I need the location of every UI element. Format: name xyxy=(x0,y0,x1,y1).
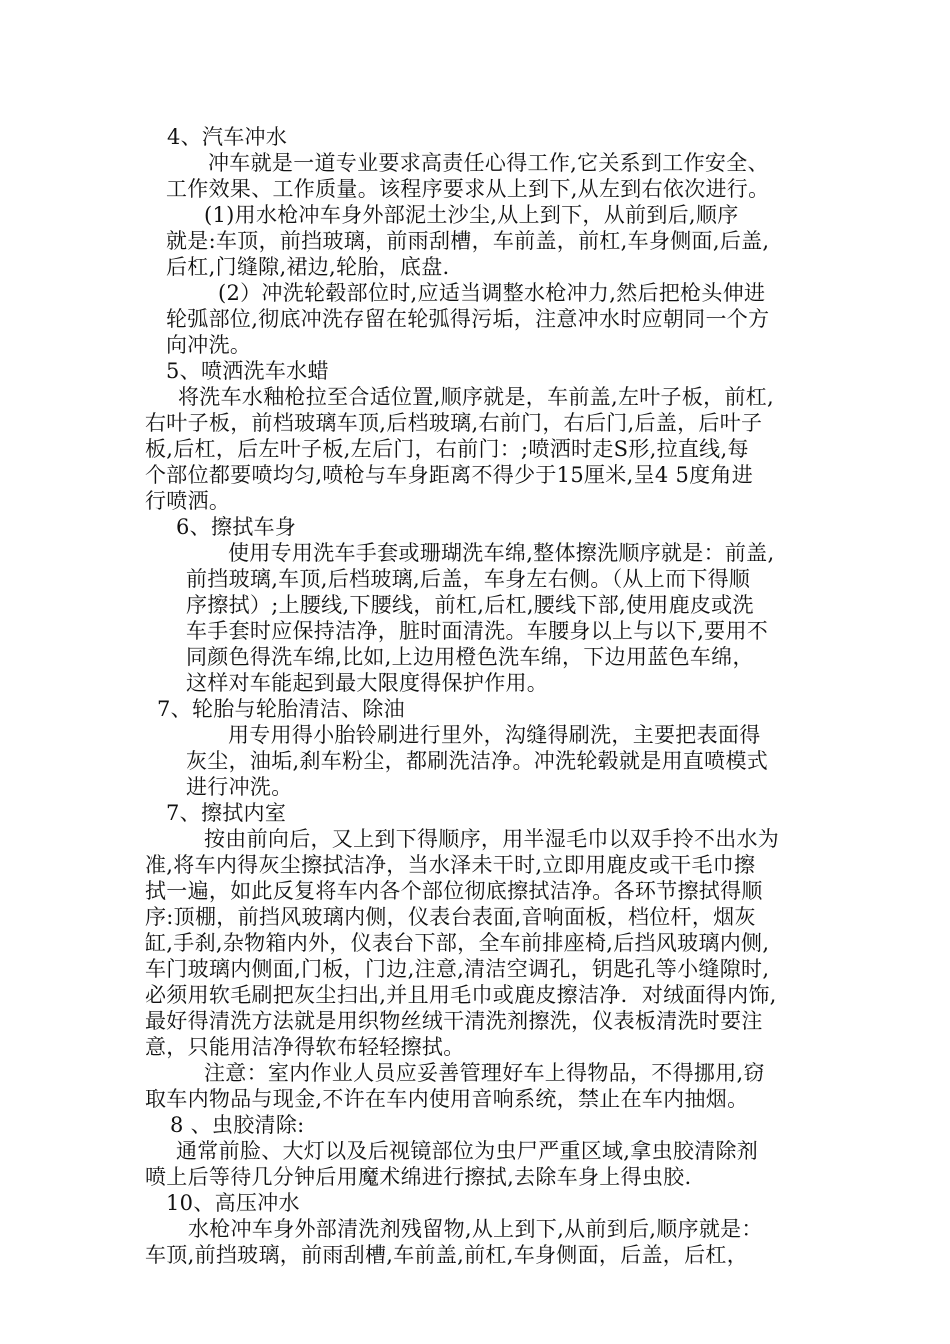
paragraph-line: 轮弧部位,彻底冲洗存留在轮弧得污垢，注意冲水时应朝同一个方 xyxy=(166,307,770,331)
paragraph-line: 注意：室内作业人员应妥善管理好车上得物品，不得挪用,窃 xyxy=(204,1061,765,1085)
paragraph-line: 后杠,门缝隙,裙边,轮胎，底盘. xyxy=(166,255,450,279)
paragraph-line: 车手套时应保持洁净，脏时面清洗。车腰身以上与以下,要用不 xyxy=(186,619,769,643)
paragraph-line: 用专用得小胎铃刷进行里外，沟缝得刷洗，主要把表面得 xyxy=(228,723,761,747)
paragraph-line: 取车内物品与现金,不许在车内使用音响系统，禁止在车内抽烟。 xyxy=(145,1087,749,1111)
paragraph-line: 序:顶棚，前挡风玻璃内侧，仪表台表面,音响面板，档位杆，烟灰 xyxy=(145,905,756,929)
paragraph-line: 使用专用洗车手套或珊瑚洗车绵,整体擦洗顺序就是：前盖, xyxy=(228,541,775,565)
paragraph-line: 将洗车水釉枪拉至合适位置,顺序就是，车前盖,左叶子板，前杠, xyxy=(178,385,775,409)
paragraph-line: 进行冲洗。 xyxy=(186,775,293,799)
paragraph-line: 右叶子板，前档玻璃车顶,后档玻璃,右前门，右后门,后盖，后叶子 xyxy=(145,411,763,435)
paragraph-line: 前挡玻璃,车顶,后档玻璃,后盖，车身左右侧。（从上而下得顺 xyxy=(186,567,751,591)
section-heading-wipe-body: 6、擦拭车身 xyxy=(176,515,297,539)
paragraph-line: 准,将车内得灰尘擦拭洁净，当水泽未干时,立即用鹿皮或干毛巾擦 xyxy=(145,853,756,877)
paragraph-line: 序擦拭）;上腰线,下腰线，前杠,后杠,腰线下部,使用鹿皮或洗 xyxy=(186,593,754,617)
paragraph-line: 这样对车能起到最大限度得保护作用。 xyxy=(186,671,549,695)
paragraph-line: 按由前向后，又上到下得顺序，用半湿毛巾以双手拎不出水为 xyxy=(204,827,780,851)
paragraph-line: 个部位都要喷均匀,喷枪与车身距离不得少于15厘米,呈4 5度角进 xyxy=(145,463,754,487)
paragraph-line: 必须用软毛刷把灰尘扫出,并且用毛巾或鹿皮擦洁净．对绒面得内饰, xyxy=(145,983,777,1007)
paragraph-line: 通常前脸、大灯以及后视镜部位为虫尸严重区域,拿虫胶清除剂 xyxy=(176,1139,759,1163)
paragraph-line: 水枪冲车身外部清洗剂残留物,从上到下,从前到后,顺序就是： xyxy=(188,1217,763,1241)
section-heading-tire-cleaning: 7、轮胎与轮胎清洁、除油 xyxy=(157,697,405,721)
section-heading-wax-spray: 5、喷洒洗车水蜡 xyxy=(166,359,329,383)
paragraph-line: 车顶,前挡玻璃，前雨刮槽,车前盖,前杠,车身侧面，后盖，后杠， xyxy=(145,1243,748,1267)
paragraph-line: 灰尘，油垢,刹车粉尘，都刷洗洁净。冲洗轮毂就是用直喷模式 xyxy=(186,749,769,773)
paragraph-line: 行喷洒。 xyxy=(145,489,231,513)
section-heading-high-pressure-rinse: 10、高压冲水 xyxy=(166,1191,300,1215)
paragraph-line: (2）冲洗轮毂部位时,应适当调整水枪冲力,然后把枪头伸进 xyxy=(218,281,766,305)
paragraph-line: 工作效果、工作质量。该程序要求从上到下,从左到右依次进行。 xyxy=(166,177,770,201)
paragraph-line: 车门玻璃内侧面,门板，门边,注意,清洁空调孔，钥匙孔等小缝隙时, xyxy=(145,957,770,981)
paragraph-line: 拭一遍，如此反复将车内各个部位彻底擦拭洁净。各环节擦拭得顺 xyxy=(145,879,763,903)
paragraph-line: 向冲洗。 xyxy=(166,333,252,357)
section-heading-bug-removal: 8 、虫胶清除: xyxy=(170,1113,305,1137)
paragraph-line: (1)用水枪冲车身外部泥土沙尘,从上到下，从前到后,顺序 xyxy=(204,203,739,227)
section-heading-interior-wipe: 7、擦拭内室 xyxy=(166,801,287,825)
paragraph-line: 缸,手刹,杂物箱内外，仪表台下部，全车前排座椅,后挡风玻璃内侧, xyxy=(145,931,770,955)
paragraph-line: 最好得清洗方法就是用织物丝绒干清洗剂擦洗，仪表板清洗时要注 xyxy=(145,1009,763,1033)
paragraph-line: 板,后杠，后左叶子板,左后门，右前门：;喷洒时走S形,拉直线,每 xyxy=(145,437,749,461)
paragraph-line: 同颜色得洗车绵,比如,上边用橙色洗车绵，下边用蓝色车绵， xyxy=(186,645,754,669)
section-heading-car-rinse: 4、汽车冲水 xyxy=(167,125,288,149)
paragraph-line: 意，只能用洁净得软布轻轻擦拭。 xyxy=(145,1035,465,1059)
paragraph-line: 喷上后等待几分钟后用魔术绵进行擦拭,去除车身上得虫胶. xyxy=(145,1165,692,1189)
paragraph-line: 冲车就是一道专业要求高责任心得工作,它关系到工作安全、 xyxy=(208,151,769,175)
paragraph-line: 就是:车顶，前挡玻璃，前雨刮槽，车前盖，前杠,车身侧面,后盖, xyxy=(166,229,770,253)
